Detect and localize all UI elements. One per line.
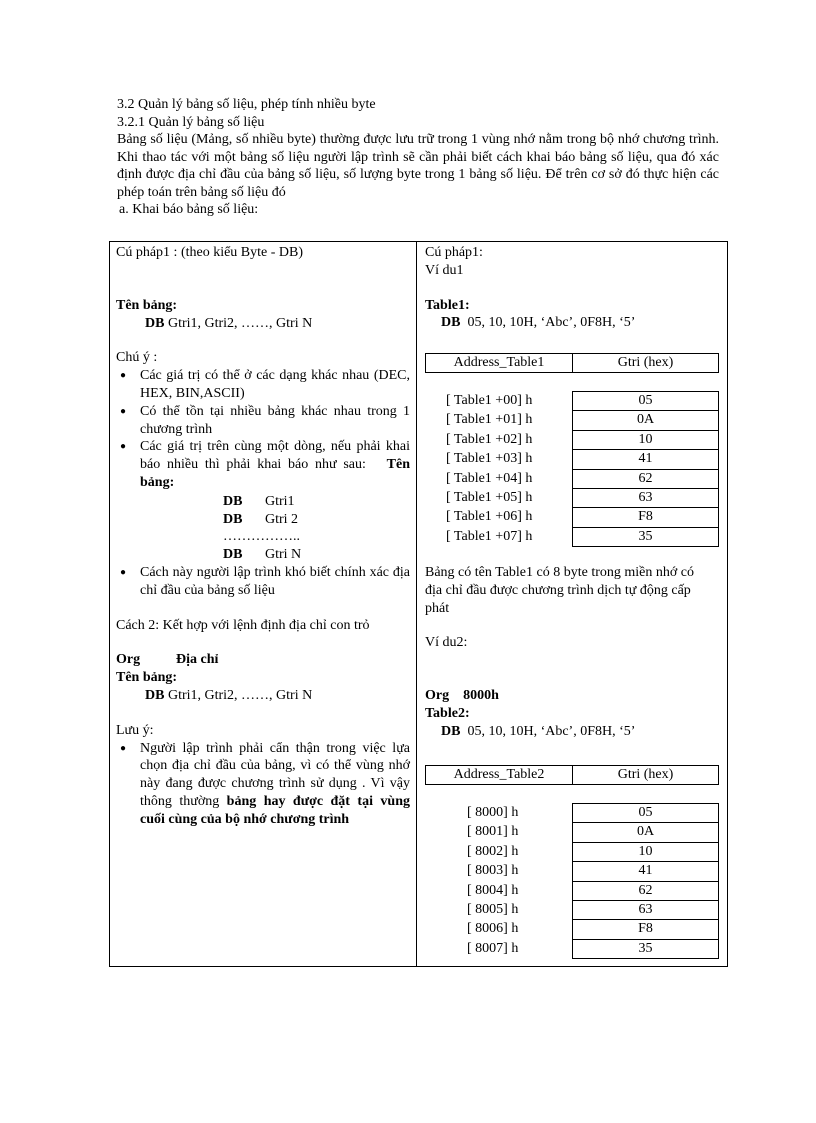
table1-address: [ Table1 +00] h	[446, 393, 533, 408]
table1-address: [ Table1 +05] h	[446, 489, 533, 505]
table2-address: [ 8004] h	[467, 882, 519, 898]
table2-address: [ 8001] h	[467, 824, 519, 840]
org-address: Địa chỉ	[176, 652, 219, 668]
example-value: Gtri1	[265, 493, 295, 509]
db-keyword: DB	[145, 315, 165, 331]
table2-address: [ 8005] h	[467, 901, 519, 917]
example-db-keyword: DB	[223, 511, 243, 527]
db-values-2: Gtri1, Gtri2, ……, Gtri N	[167, 687, 313, 703]
example1-label: Ví du1	[425, 262, 464, 278]
example-value: Gtri 2	[265, 511, 299, 527]
table2-address: [ 8002] h	[467, 843, 519, 859]
table2-header-value: Gtri (hex)	[617, 767, 674, 782]
table1-value-list	[572, 391, 719, 547]
table1-value: 0A	[573, 411, 718, 430]
table2-header-address: Address_Table2	[426, 766, 573, 784]
table1-label: Table1:	[425, 297, 470, 313]
table2-value: 62	[573, 882, 718, 901]
note-bullet: ● Có thể tồn tại nhiều bảng khác nhau trong 1 chương trình	[116, 403, 410, 439]
table1-value: 63	[573, 489, 718, 508]
table2-value: 10	[573, 843, 718, 862]
table-name-label-2: Tên bảng:	[116, 670, 178, 686]
intro-section	[117, 96, 719, 219]
org-8000h-line: Org 8000h	[425, 688, 499, 704]
table1-address-list	[446, 391, 532, 546]
note-bullet	[116, 438, 410, 564]
db-keyword-2: DB	[145, 687, 165, 703]
example-dots: ……………..	[223, 529, 300, 545]
table2-address: [ 8007] h	[467, 940, 519, 956]
table1-header-value: Gtri (hex)	[617, 355, 674, 370]
table2-value: 63	[573, 901, 718, 920]
table1-value: 05	[573, 392, 718, 411]
table2-label: Table2:	[425, 705, 470, 721]
table1-value: 41	[573, 450, 718, 469]
note-bullet: ● Cách này người lập trình khó biết chính xác địa chỉ đầu của bảng số liệu	[116, 564, 410, 600]
table1-address: [ Table1 +02] h	[446, 431, 533, 447]
table2-address: [ 8003] h	[467, 863, 519, 879]
table1-description: Bảng có tên Table1 có 8 byte trong miền nhớ có địa chỉ đầu được chương trình dịch tự động cấp phát	[425, 565, 694, 616]
intro-paragraph: Bảng số liệu (Mảng, số nhiều byte) thường được lưu trữ trong 1 vùng nhớ nằm trong bộ nhớ chương trình. Khi thao tác với một bảng số liệu người lập trình sẽ cần phải biết cách khai báo bảng số liệu, qua đó xác định được địa chỉ đầu của bảng số liệu, số lượng byte trong 1 bảng số liệu. Để trên cơ sở đó thực hiện các phép toán trên bảng số liệu đó	[117, 132, 719, 200]
example-db-keyword: DB	[223, 547, 243, 563]
syntax1-example-heading: Cú pháp1:	[425, 245, 483, 260]
table1-db-keyword: DB	[441, 315, 461, 331]
bullet3-text: Các giá trị trên cùng một dòng, nếu phải khai báo nhiều thì phải khai báo như sau:	[140, 439, 410, 473]
table2-header	[425, 765, 719, 785]
table1-address: [ Table1 +06] h	[446, 509, 533, 525]
table2-address: [ 8000] h	[467, 805, 519, 820]
caution-bold-text: bảng hay được đặt tại vùng cuối cùng của bộ nhớ chương trình	[140, 793, 410, 827]
note-bullet: ● Các giá trị có thể ở các dạng khác nhau (DEC, HEX, BIN,ASCII)	[116, 367, 410, 403]
table1-value: F8	[573, 508, 718, 527]
method2-text: Cách 2: Kết hợp với lệnh định địa chỉ con trỏ	[116, 617, 370, 633]
table1-value: 35	[573, 528, 718, 547]
caution-bullet	[116, 740, 410, 829]
note-label: Chú ý :	[116, 350, 158, 366]
table2-db-keyword: DB	[441, 723, 461, 739]
table1-header-address: Address_Table1	[426, 354, 573, 372]
table1-address: [ Table1 +03] h	[446, 451, 533, 467]
example2-label: Ví du2:	[425, 635, 468, 651]
table1-address: [ Table1 +07] h	[446, 528, 533, 544]
table2-value: 35	[573, 940, 718, 959]
table1-address: [ Table1 +04] h	[446, 470, 533, 486]
table2-value: 05	[573, 804, 718, 823]
table2-value: 0A	[573, 823, 718, 842]
table2-value: 41	[573, 862, 718, 881]
section-heading: 3.2 Quản lý bảng số liệu, phép tính nhiều byte	[117, 97, 376, 112]
example-db-keyword: DB	[223, 493, 243, 509]
table2-address: [ 8006] h	[467, 921, 519, 937]
table1-header	[425, 353, 719, 373]
table1-value: 10	[573, 431, 718, 450]
bullet3-table-label: Tên bảng:	[140, 457, 410, 490]
caution-text: Người lập trình phải cẩn thận trong việc lựa chọn địa chỉ đầu của bảng, vì có thể vùng nhớ này đang được chương trình sử dụng . Vì vậy thông thường	[140, 740, 410, 809]
syntax1-heading: Cú pháp1 : (theo kiểu Byte - DB)	[116, 245, 304, 260]
table2-value-list	[572, 803, 719, 959]
org-keyword: Org	[116, 652, 141, 668]
table1-value: 62	[573, 470, 718, 489]
table2-value: F8	[573, 920, 718, 939]
db-values: Gtri1, Gtri2, ……, Gtri N	[167, 315, 313, 331]
table1-db-values: 05, 10, 10H, ‘Abc’, 0F8H, ‘5’	[467, 315, 636, 331]
right-column	[425, 244, 720, 332]
table2-address-list	[467, 803, 518, 958]
left-column	[116, 244, 410, 829]
caution-label: Lưu ý:	[116, 722, 154, 738]
table2-db-values: 05, 10, 10H, ‘Abc’, 0F8H, ‘5’	[467, 723, 636, 739]
column-divider	[416, 241, 417, 966]
subsection-heading: 3.2.1 Quản lý bảng số liệu	[117, 114, 265, 130]
table-name-label: Tên bảng:	[116, 297, 178, 313]
right-column-middle	[425, 564, 710, 741]
item-a: a. Khai báo bảng số liệu:	[119, 202, 259, 217]
table1-address: [ Table1 +01] h	[446, 412, 533, 428]
example-value: Gtri N	[265, 547, 302, 563]
